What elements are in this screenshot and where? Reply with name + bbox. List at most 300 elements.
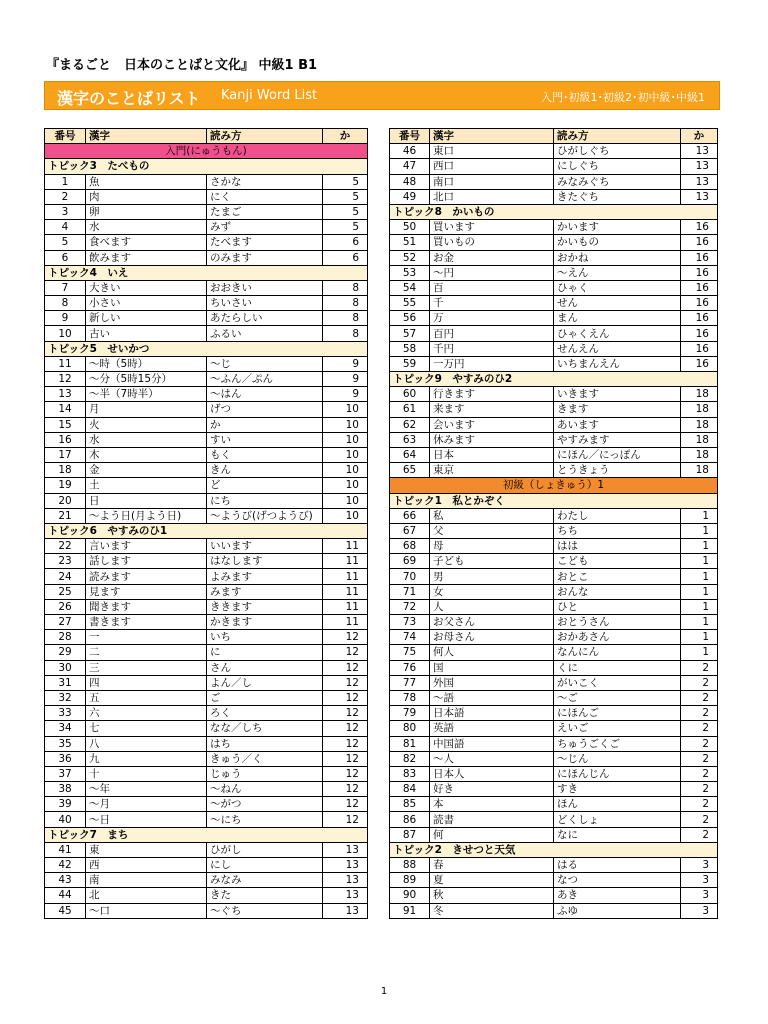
word-reading: ききます [207,599,323,614]
word-lesson: 1 [681,645,718,660]
level-heading-row [45,144,368,159]
word-number: 4 [45,220,86,235]
word-kanji: 南 [86,873,207,888]
word-reading: おかあさん [554,630,681,645]
word-number: 40 [45,812,86,827]
word-reading: ～じ [207,356,323,371]
word-lesson: 16 [681,296,718,311]
table-row [45,569,368,584]
word-number: 30 [45,660,86,675]
word-lesson: 8 [323,280,368,295]
word-lesson: 10 [323,463,368,478]
word-lesson: 18 [681,463,718,478]
word-reading: ～えん [554,265,681,280]
word-number: 65 [390,463,430,478]
word-lesson: 2 [681,812,718,827]
table-row [45,903,368,918]
word-kanji: 何人 [430,645,554,660]
word-kanji: お父さん [430,615,554,630]
word-kanji: 私 [430,508,554,523]
word-reading: かいます [554,220,681,235]
word-reading: ろく [207,706,323,721]
word-number: 46 [390,144,430,159]
word-number: 1 [45,174,86,189]
word-reading: やすみます [554,432,681,447]
table-row [45,858,368,873]
word-number: 21 [45,508,86,523]
table-row [45,447,368,462]
table-row [45,539,368,554]
word-reading: さかな [207,174,323,189]
word-kanji: 四 [86,675,207,690]
word-lesson: 1 [681,523,718,538]
word-kanji: 万 [430,311,554,326]
word-lesson: 11 [323,539,368,554]
topic-section-row [45,523,368,538]
word-kanji: 日本語 [430,706,554,721]
level-heading-label: 初級（しょきゅう）1 [390,478,718,493]
word-reading: たまご [207,204,323,219]
table-row [390,356,718,371]
word-number: 22 [45,539,86,554]
table-row [390,873,718,888]
word-reading: はち [207,736,323,751]
table-row [45,797,368,812]
word-lesson: 12 [323,675,368,690]
table-row [45,220,368,235]
word-reading: よん／し [207,675,323,690]
word-reading: なんにん [554,645,681,660]
table-row [45,402,368,417]
word-kanji: 日本 [430,447,554,462]
word-lesson: 1 [681,630,718,645]
word-lesson: 12 [323,660,368,675]
table-row [45,311,368,326]
word-kanji: 冬 [430,903,554,918]
table-row [390,554,718,569]
word-lesson: 1 [681,569,718,584]
word-reading: かいもの [554,235,681,250]
table-row [45,873,368,888]
word-lesson: 12 [323,812,368,827]
word-number: 29 [45,645,86,660]
word-reading: おおきい [207,280,323,295]
table-row [390,144,718,159]
word-number: 15 [45,417,86,432]
word-number: 85 [390,797,430,812]
word-number: 75 [390,645,430,660]
word-reading: いち [207,630,323,645]
word-kanji: 子ども [430,554,554,569]
word-lesson: 2 [681,675,718,690]
word-reading: ふるい [207,326,323,341]
word-number: 13 [45,387,86,402]
word-number: 49 [390,189,430,204]
word-kanji: 東京 [430,463,554,478]
word-reading: にし [207,858,323,873]
word-number: 89 [390,873,430,888]
word-kanji: ～よう日(月よう日) [86,508,207,523]
topic-section-label: トピック7 まち [45,827,368,842]
table-row [390,766,718,781]
word-kanji: 人 [430,599,554,614]
word-kanji: お金 [430,250,554,265]
word-kanji: 小さい [86,296,207,311]
word-number: 82 [390,751,430,766]
word-number: 77 [390,675,430,690]
word-number: 55 [390,296,430,311]
word-number: 23 [45,554,86,569]
word-reading: こども [554,554,681,569]
word-number: 68 [390,539,430,554]
word-lesson: 2 [681,751,718,766]
word-reading: か [207,417,323,432]
table-row [390,417,718,432]
word-reading: まん [554,311,681,326]
word-kanji: ～分（5時15分） [86,372,207,387]
word-reading: ご [207,690,323,705]
word-reading: ～にち [207,812,323,827]
word-number: 66 [390,508,430,523]
word-number: 81 [390,736,430,751]
table-row [45,812,368,827]
word-kanji: 一万円 [430,356,554,371]
word-reading: ひゃくえん [554,326,681,341]
table-row [390,599,718,614]
word-number: 11 [45,356,86,371]
table-row [390,721,718,736]
word-lesson: 13 [323,873,368,888]
word-lesson: 6 [323,250,368,265]
word-lesson: 3 [681,873,718,888]
word-reading: にしぐち [554,159,681,174]
word-number: 27 [45,615,86,630]
word-lesson: 16 [681,250,718,265]
word-kanji: 父 [430,523,554,538]
word-reading: ちいさい [207,296,323,311]
word-reading: ふゆ [554,903,681,918]
topic-section-label: トピック5 せいかつ [45,341,368,356]
word-lesson: 8 [323,311,368,326]
word-reading: もく [207,447,323,462]
table-row [45,174,368,189]
word-number: 91 [390,903,430,918]
word-number: 61 [390,402,430,417]
word-kanji: 魚 [86,174,207,189]
topic-section-label: トピック8 かいもの [390,204,718,219]
word-kanji: ～口 [86,903,207,918]
word-kanji: 百 [430,280,554,295]
word-lesson: 13 [323,842,368,857]
header-number: 番号 [45,129,86,144]
word-kanji: ～語 [430,690,554,705]
word-kanji: 男 [430,569,554,584]
word-reading: どくしょ [554,812,681,827]
table-row [45,766,368,781]
word-reading: はる [554,858,681,873]
word-kanji: 見ます [86,584,207,599]
word-number: 37 [45,766,86,781]
word-reading: ひがしぐち [554,144,681,159]
word-number: 2 [45,189,86,204]
topic-section-label: トピック1 私とかぞく [390,493,718,508]
table-row [390,447,718,462]
word-reading: おんな [554,584,681,599]
word-reading: ひがし [207,842,323,857]
word-kanji: 古い [86,326,207,341]
table-row [390,463,718,478]
table-row [45,372,368,387]
word-number: 45 [45,903,86,918]
word-kanji: 読書 [430,812,554,827]
word-number: 16 [45,432,86,447]
table-row [45,599,368,614]
word-reading: ほん [554,797,681,812]
header-number: 番号 [390,129,430,144]
word-lesson: 12 [323,721,368,736]
table-row [390,326,718,341]
table-row [390,539,718,554]
word-lesson: 12 [323,630,368,645]
word-reading: いいます [207,539,323,554]
word-kanji: 八 [86,736,207,751]
word-kanji: 百円 [430,326,554,341]
header-lesson: か [681,129,718,144]
word-kanji: 日 [86,493,207,508]
header-kanji: 漢字 [86,129,207,144]
word-lesson: 11 [323,584,368,599]
word-reading: なに [554,827,681,842]
word-kanji: 秋 [430,888,554,903]
word-reading: せん [554,296,681,311]
word-lesson: 18 [681,447,718,462]
word-reading: きゅう／く [207,751,323,766]
word-kanji: 東口 [430,144,554,159]
word-kanji: 金 [86,463,207,478]
word-lesson: 10 [323,493,368,508]
table-row [45,478,368,493]
word-number: 69 [390,554,430,569]
word-lesson: 1 [681,539,718,554]
word-kanji: 休みます [430,432,554,447]
word-lesson: 18 [681,417,718,432]
word-kanji: 春 [430,858,554,873]
word-reading: せんえん [554,341,681,356]
word-lesson: 12 [323,706,368,721]
word-number: 3 [45,204,86,219]
word-reading: ～ふん／ぷん [207,372,323,387]
word-kanji: 水 [86,220,207,235]
word-number: 17 [45,447,86,462]
word-number: 90 [390,888,430,903]
word-number: 59 [390,356,430,371]
word-kanji: 木 [86,447,207,462]
word-kanji: 会います [430,417,554,432]
word-lesson: 5 [323,204,368,219]
word-kanji: 火 [86,417,207,432]
word-reading: はは [554,539,681,554]
word-reading: きた [207,888,323,903]
topic-section-row [390,372,718,387]
topic-section-label: トピック4 いえ [45,265,368,280]
word-reading: すい [207,432,323,447]
word-reading: ひゃく [554,280,681,295]
word-kanji: 土 [86,478,207,493]
table-row [390,189,718,204]
table-row [45,842,368,857]
word-number: 78 [390,690,430,705]
word-number: 9 [45,311,86,326]
word-number: 54 [390,280,430,295]
word-lesson: 12 [323,797,368,812]
table-row [390,432,718,447]
header-reading: 読み方 [554,129,681,144]
word-kanji: 南口 [430,174,554,189]
word-kanji: 肉 [86,189,207,204]
table-row [45,630,368,645]
word-reading: きたぐち [554,189,681,204]
word-kanji: 五 [86,690,207,705]
word-lesson: 9 [323,372,368,387]
word-kanji: 新しい [86,311,207,326]
word-reading: なつ [554,873,681,888]
word-reading: にち [207,493,323,508]
word-number: 25 [45,584,86,599]
word-number: 87 [390,827,430,842]
word-number: 76 [390,660,430,675]
word-number: 35 [45,736,86,751]
word-number: 63 [390,432,430,447]
word-number: 5 [45,235,86,250]
word-reading: ちち [554,523,681,538]
word-lesson: 16 [681,326,718,341]
topic-section-row [45,265,368,280]
word-reading: のみます [207,250,323,265]
level-heading-row [390,478,718,493]
word-reading: きます [554,402,681,417]
word-number: 20 [45,493,86,508]
word-kanji: 読みます [86,569,207,584]
word-kanji: 大きい [86,280,207,295]
word-lesson: 2 [681,736,718,751]
word-number: 10 [45,326,86,341]
topic-section-label: トピック3 たべもの [45,159,368,174]
word-reading: いきます [554,387,681,402]
table-row [45,751,368,766]
word-lesson: 5 [323,220,368,235]
table-row [45,660,368,675]
word-kanji: 日本人 [430,766,554,781]
word-number: 60 [390,387,430,402]
word-kanji: 九 [86,751,207,766]
word-reading: ～がつ [207,797,323,812]
table-row [45,417,368,432]
word-kanji: 北 [86,888,207,903]
header-lesson: か [323,129,368,144]
word-number: 71 [390,584,430,599]
word-lesson: 10 [323,478,368,493]
word-lesson: 8 [323,326,368,341]
word-number: 73 [390,615,430,630]
table-row [390,903,718,918]
word-kanji: 買いもの [430,235,554,250]
table-row [45,356,368,371]
word-kanji: 北口 [430,189,554,204]
word-reading: みなみぐち [554,174,681,189]
word-kanji: 来ます [430,402,554,417]
word-number: 64 [390,447,430,462]
table-row [390,341,718,356]
word-lesson: 3 [681,903,718,918]
word-number: 36 [45,751,86,766]
word-lesson: 1 [681,599,718,614]
word-lesson: 8 [323,296,368,311]
banner-title: 漢字のことばリスト [57,89,201,108]
word-number: 19 [45,478,86,493]
table-row [390,296,718,311]
word-reading: あき [554,888,681,903]
topic-section-label: トピック9 やすみのひ2 [390,372,718,387]
word-reading: とうきょう [554,463,681,478]
header-kanji: 漢字 [430,129,554,144]
banner-levels: 入門･初級1･初級2･初中級･中級1 [541,91,705,104]
word-lesson: 5 [323,189,368,204]
word-lesson: 11 [323,599,368,614]
word-reading: ど [207,478,323,493]
word-lesson: 1 [681,615,718,630]
word-kanji: 東 [86,842,207,857]
word-reading: あいます [554,417,681,432]
word-reading: に [207,645,323,660]
word-number: 39 [45,797,86,812]
table-row [390,690,718,705]
word-kanji: 夏 [430,873,554,888]
header-reading: 読み方 [207,129,323,144]
word-lesson: 2 [681,827,718,842]
word-lesson: 16 [681,356,718,371]
word-reading: たべます [207,235,323,250]
kanji-table-right [389,128,718,919]
table-row [45,584,368,599]
topic-section-row [390,493,718,508]
word-reading: えいご [554,721,681,736]
word-kanji: 本 [430,797,554,812]
title-banner [44,81,720,110]
word-kanji: ～半（7時半） [86,387,207,402]
table-row [390,174,718,189]
word-lesson: 13 [323,858,368,873]
word-kanji: 三 [86,660,207,675]
table-row [390,630,718,645]
table-row [45,326,368,341]
word-lesson: 16 [681,235,718,250]
word-number: 33 [45,706,86,721]
word-number: 72 [390,599,430,614]
word-lesson: 2 [681,797,718,812]
table-row [390,827,718,842]
table-row [45,508,368,523]
word-reading: がいこく [554,675,681,690]
word-reading: にほんご [554,706,681,721]
word-kanji: ～年 [86,782,207,797]
table-row [45,296,368,311]
word-number: 41 [45,842,86,857]
table-row [390,736,718,751]
word-lesson: 5 [323,174,368,189]
word-lesson: 9 [323,356,368,371]
word-lesson: 18 [681,387,718,402]
word-kanji: 千円 [430,341,554,356]
